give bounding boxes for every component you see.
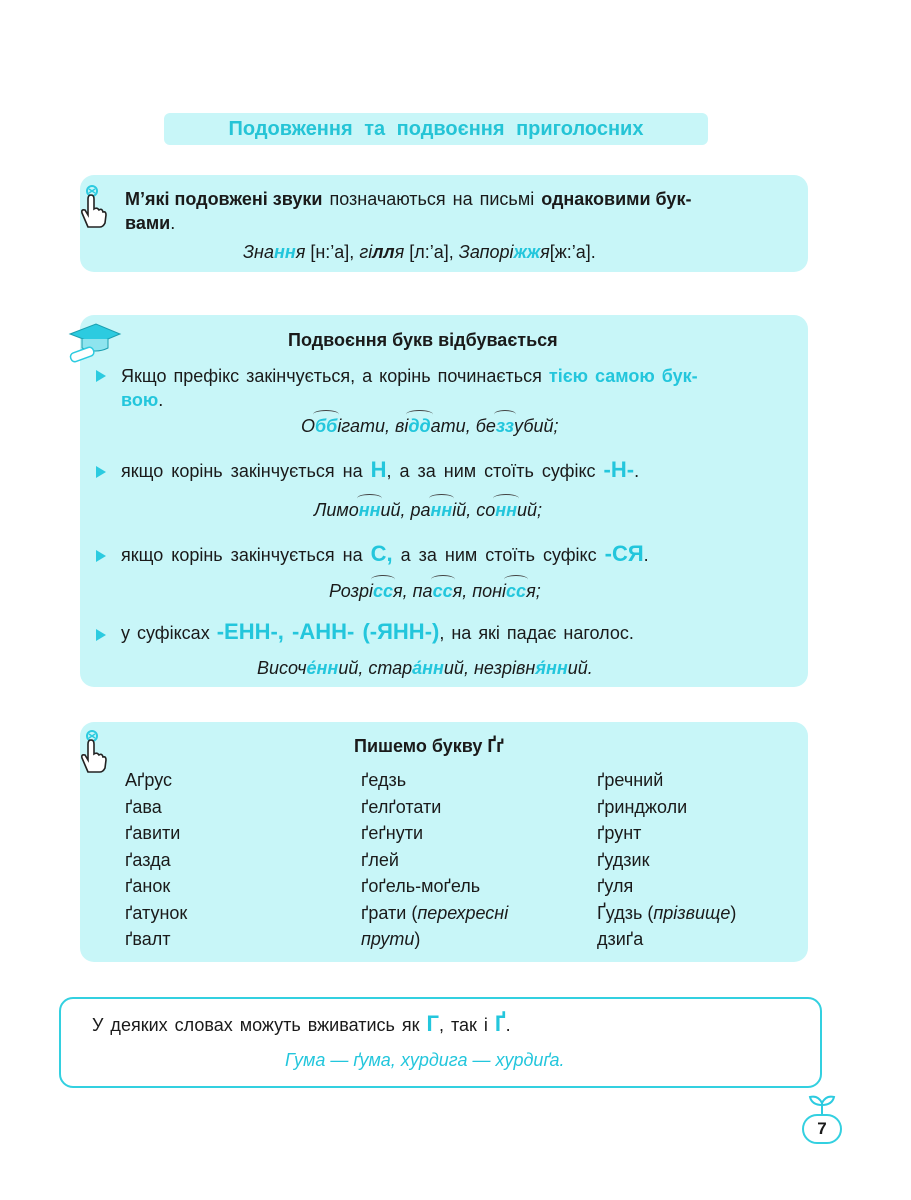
word-item: ґедзь [361,770,407,790]
word-item: ґринджоли [597,796,688,817]
bullet-icon [96,370,106,382]
g-variants-example: Гума — ґума, хурдига — хурдиґа. [285,1050,565,1070]
word-item: Ґудзь (прізвище) [597,902,737,923]
rule-2-example: Лимонний, ранній, сонний; [314,500,543,520]
word-item: ґудзик [597,849,650,870]
bullet-icon [96,466,106,478]
word-item: ґатунок [125,902,188,923]
word-item: ґуля [597,876,634,896]
rule-2: якщо корінь закінчується на Н, а за ним стоїть суфікс -Н-. [121,457,640,482]
bullet-icon [96,629,106,641]
section-title-bar [164,113,708,145]
rule-4: у суфіксах -ЕНН-, -АНН- (-ЯНН-), на які падає наголос. [121,619,634,644]
section-title: Подовження та подвоєння приголосних [228,117,644,140]
word-column-1 [125,767,187,953]
word-item: ґанок [125,876,171,896]
rule-1: Якщо префікс закінчується, а корінь починається тією самою бук- вою. [121,366,698,410]
word-item: ґоґель-моґель [361,876,481,896]
word-item: прути) [361,929,421,949]
word-item: ґрати (перехресні [361,902,509,923]
rule-3-example: Розрісся, пасся, понісся; [329,581,541,601]
word-item: ґвалт [125,929,171,949]
word-item: ґава [125,796,162,817]
bullet-icon [96,550,106,562]
page-number: 7 [802,1114,842,1144]
g-variants-text: У деяких словах можуть вживатись як Г, так і Ґ. [92,1011,511,1036]
doubling-heading: Подвоєння букв відбувається [288,330,558,350]
graduation-cap-icon [66,316,122,364]
rule-3: якщо корінь закінчується на С, а за ним стоїть суфікс -СЯ. [121,541,649,566]
word-item: ґелґотати [361,796,442,817]
word-item: ґазда [125,849,171,870]
rule-4-example: Височе́нний, стара́нний, незрівня́нний. [257,658,593,678]
letter-g-heading: Пишемо букву Ґґ [354,736,505,756]
rule-text: М’які подовжені звуки позначаються на письмі однаковими бук- вами. [125,189,692,233]
pointing-hand-icon [76,183,110,231]
example-line: Знання [н:’а], гілля [л:’а], Запоріжжя[ж:’а]. [243,242,596,262]
word-item: ґречний [597,770,664,790]
word-item: ґавити [125,823,181,843]
apple-sprout-icon [806,1093,838,1115]
word-item: Аґрус [125,770,173,790]
word-item: дзиґа [597,929,644,949]
g-variants-box [59,997,822,1088]
word-item: ґеґнути [361,823,424,843]
word-column-2 [361,767,508,953]
rule-1-example: Оббігати, віддати, беззубий; [301,416,559,436]
word-column-3 [597,767,736,953]
word-item: ґлей [361,849,399,870]
pointing-hand-icon [76,728,110,776]
word-item: ґрунт [597,823,642,843]
